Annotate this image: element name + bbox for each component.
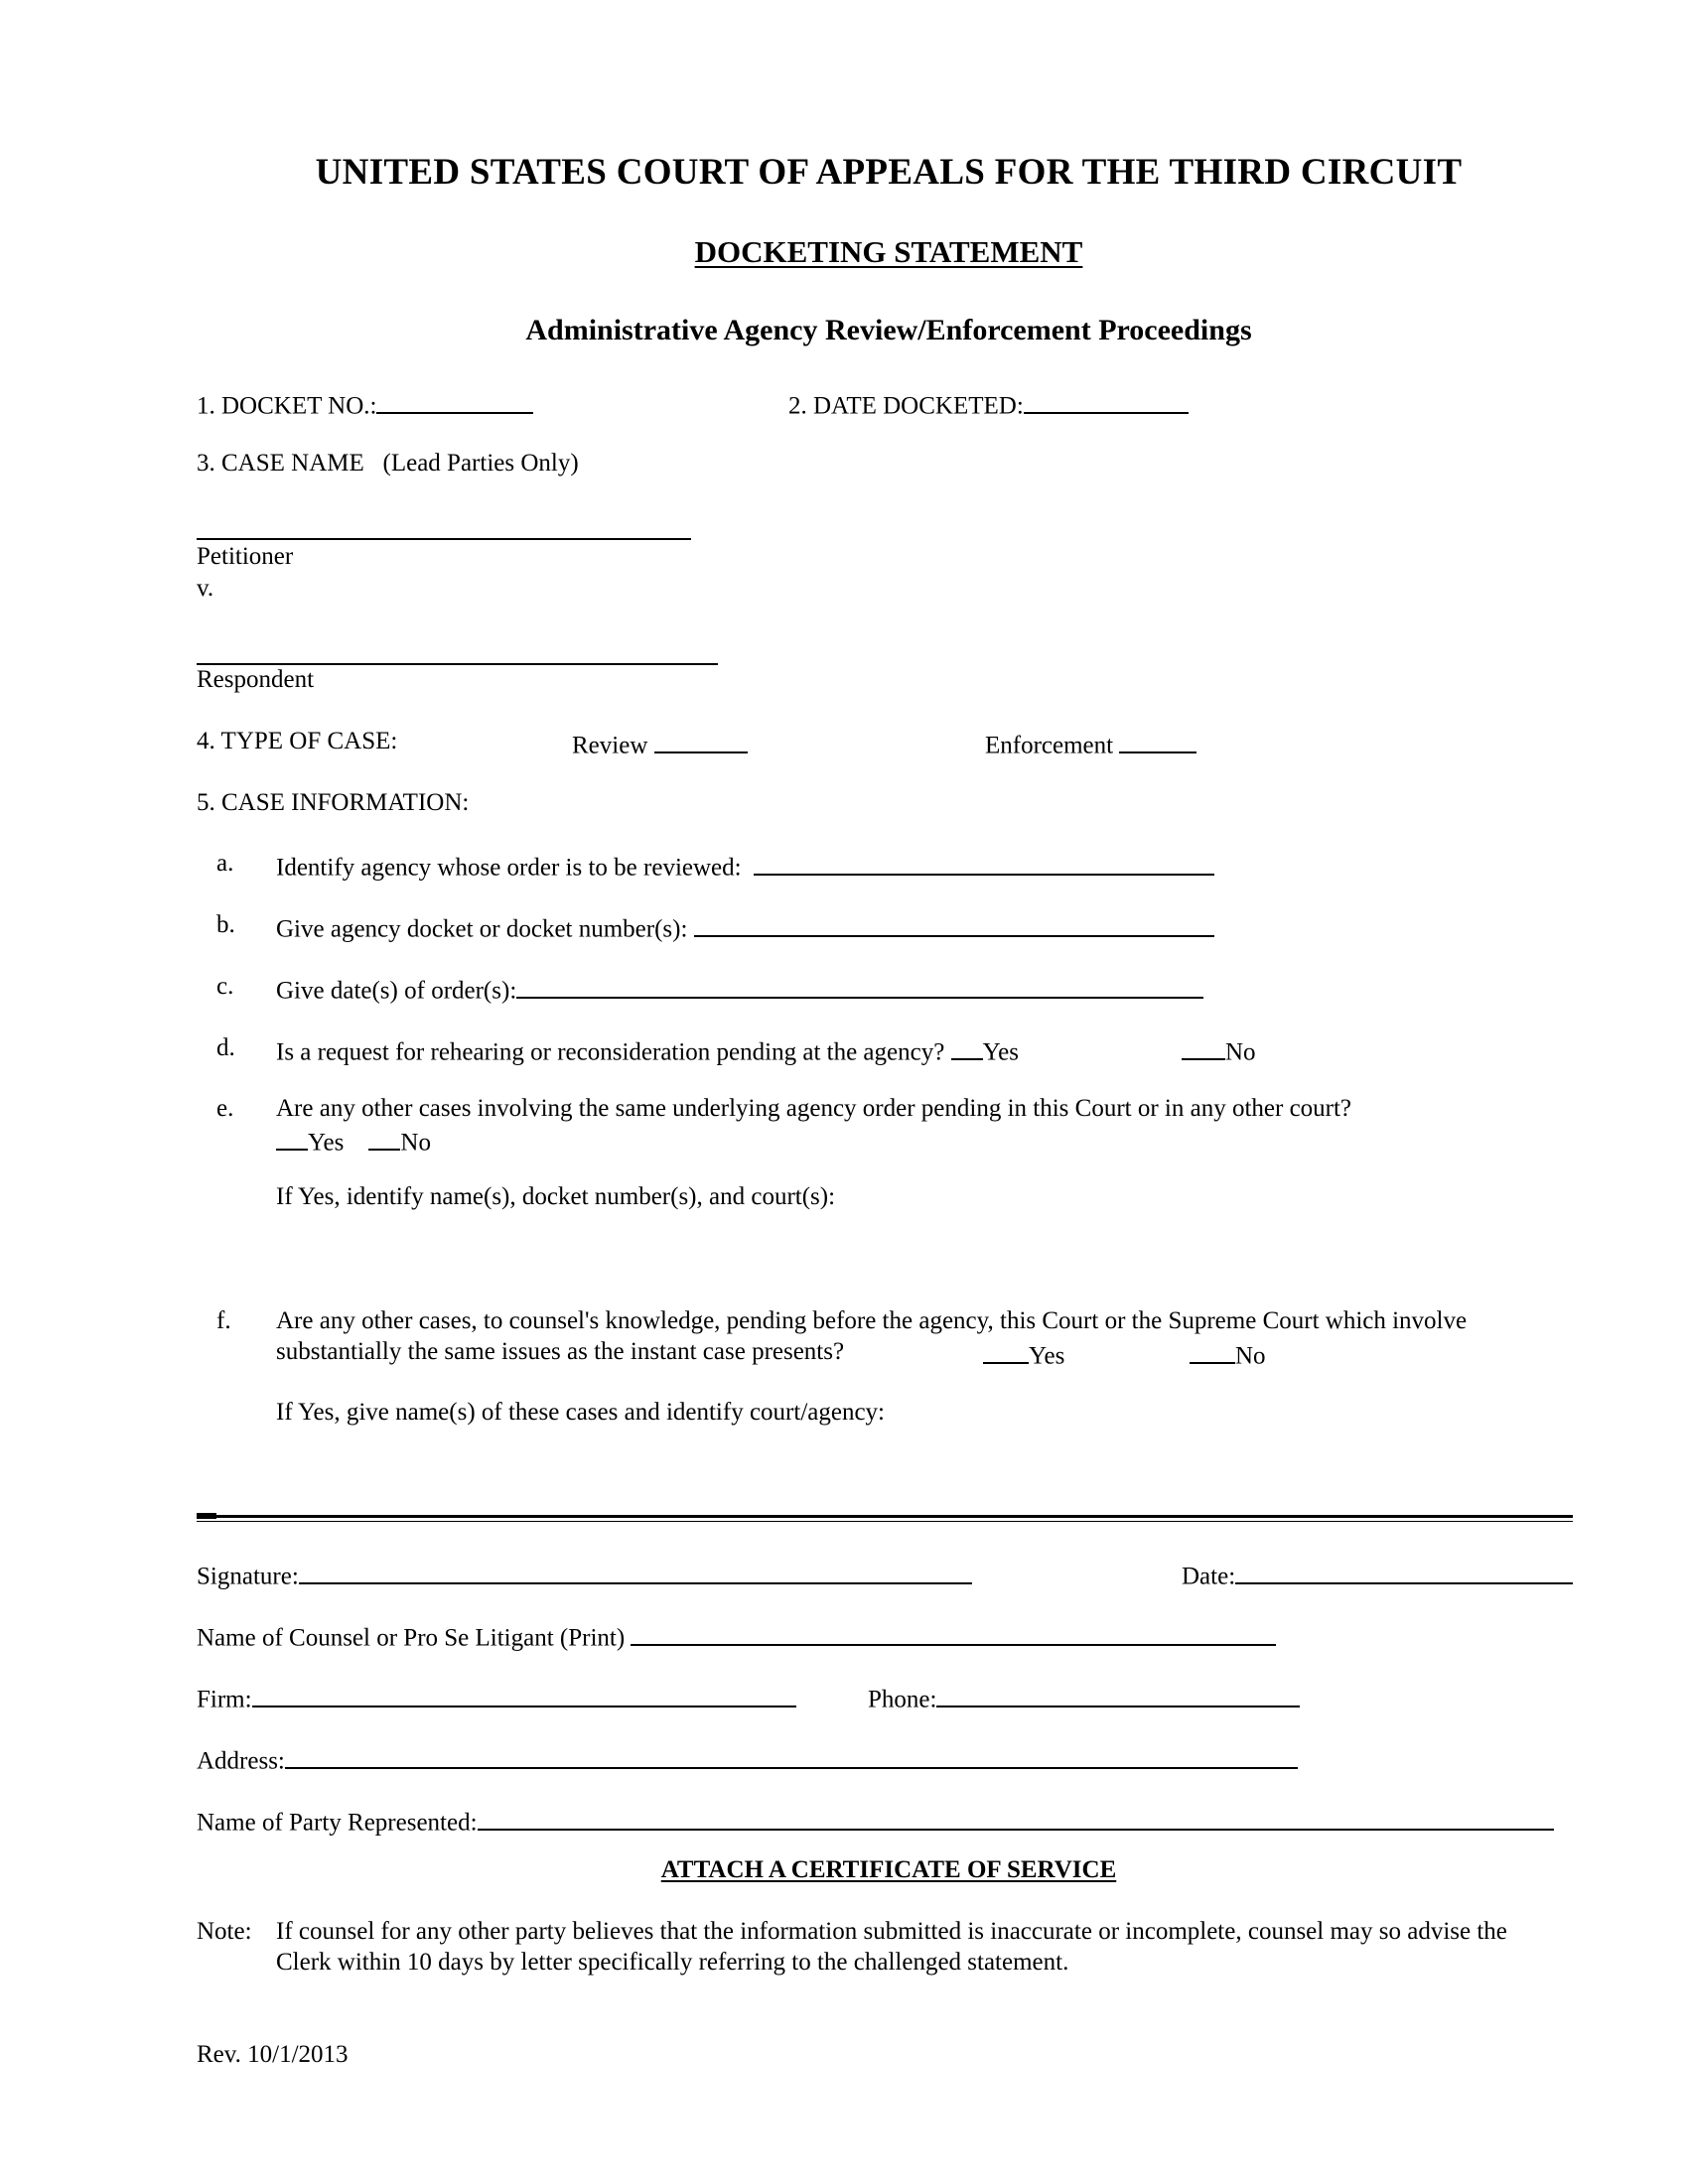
- party-represented-label: Name of Party Represented:: [197, 1809, 478, 1837]
- review-label: Review: [572, 732, 648, 759]
- item-a-text: Identify agency whose order is to be reviewed:: [276, 854, 742, 882]
- respondent-label: Respondent: [197, 666, 315, 693]
- party-represented-field[interactable]: [478, 1806, 1554, 1831]
- enforcement-blank[interactable]: [1119, 729, 1196, 753]
- date-field[interactable]: [1235, 1560, 1573, 1584]
- address-label: Address:: [197, 1747, 285, 1775]
- other-cases-no-label: No: [400, 1129, 431, 1157]
- item-b-row: [276, 912, 1214, 942]
- agency-docket-field[interactable]: [694, 912, 1214, 937]
- rehearing-no-option: [1182, 1035, 1256, 1065]
- petitioner-label: Petitioner: [197, 543, 294, 570]
- petitioner-field[interactable]: [197, 520, 691, 540]
- item-b-letter: b.: [216, 911, 235, 938]
- counsel-name-row: [197, 1621, 1276, 1651]
- note-label: Note:: [197, 1918, 252, 1945]
- versus-label: v.: [197, 575, 214, 602]
- date-label: Date:: [1182, 1563, 1236, 1590]
- party-represented-row: [197, 1806, 1554, 1836]
- signature-label: Signature:: [197, 1563, 299, 1590]
- item-c-row: [276, 974, 1203, 1004]
- item-d-row: [276, 1035, 1019, 1065]
- signature-field[interactable]: [299, 1560, 972, 1584]
- item-c-letter: c.: [216, 973, 234, 1000]
- date-row: [1182, 1560, 1573, 1589]
- item-e-followup: If Yes, identify name(s), docket number(s), and court(s):: [276, 1183, 836, 1210]
- counsel-name-label: Name of Counsel or Pro Se Litigant (Print): [197, 1624, 626, 1652]
- form-subtitle: Administrative Agency Review/Enforcement Proceedings: [525, 314, 1252, 346]
- similar-cases-yes-option: [983, 1339, 1064, 1369]
- item-a-row: [276, 851, 1214, 881]
- certificate-of-service-notice: ATTACH A CERTIFICATE OF SERVICE: [660, 1856, 1117, 1883]
- enforcement-option: [985, 729, 1196, 758]
- similar-cases-yes-blank[interactable]: [983, 1339, 1029, 1364]
- item-b-text: Give agency docket or docket number(s):: [276, 915, 688, 943]
- rehearing-no-blank[interactable]: [1182, 1035, 1225, 1060]
- case-information-label: 5. CASE INFORMATION:: [197, 789, 470, 816]
- rehearing-no-label: No: [1225, 1038, 1256, 1066]
- separator-rule-top: [197, 1515, 1573, 1518]
- rehearing-yes-blank[interactable]: [951, 1035, 983, 1060]
- item-f-text-line2: substantially the same issues as the instant case presents?: [276, 1338, 845, 1365]
- item-f-text-line1: Are any other cases, to counsel's knowledge, pending before the agency, this Court or the Supreme Court which involve: [276, 1307, 1468, 1334]
- item-c-text: Give date(s) of order(s):: [276, 977, 517, 1005]
- firm-row: [197, 1683, 796, 1712]
- similar-cases-yes-label: Yes: [1029, 1342, 1065, 1370]
- agency-field[interactable]: [754, 851, 1214, 876]
- type-of-case-label: 4. TYPE OF CASE:: [197, 728, 398, 754]
- docket-no-field[interactable]: [376, 389, 533, 414]
- counsel-name-field[interactable]: [631, 1621, 1276, 1646]
- enforcement-label: Enforcement: [985, 732, 1114, 759]
- docket-no-row: [197, 389, 533, 419]
- case-name-note: (Lead Parties Only): [382, 450, 579, 477]
- similar-cases-no-blank[interactable]: [1190, 1339, 1235, 1364]
- address-field[interactable]: [285, 1744, 1298, 1769]
- review-option: [572, 729, 748, 758]
- phone-field[interactable]: [936, 1683, 1300, 1707]
- revision-date: Rev. 10/1/2013: [197, 2041, 349, 2068]
- phone-row: [868, 1683, 1300, 1712]
- rehearing-yes-label: Yes: [982, 1038, 1019, 1066]
- similar-cases-no-option: [1190, 1339, 1266, 1369]
- other-cases-yes-blank[interactable]: [276, 1126, 308, 1151]
- court-title: UNITED STATES COURT OF APPEALS FOR THE THIRD CIRCUIT: [315, 152, 1463, 193]
- docket-no-label: 1. DOCKET NO.:: [197, 392, 377, 420]
- other-cases-no-blank[interactable]: [368, 1126, 400, 1151]
- separator-rule-mark: [197, 1513, 216, 1519]
- phone-label: Phone:: [868, 1686, 937, 1713]
- note-line2: Clerk within 10 days by letter specifically referring to the challenged statement.: [276, 1949, 1069, 1976]
- order-date-field[interactable]: [516, 974, 1203, 999]
- case-name-row: [197, 451, 579, 476]
- item-e-options: [276, 1126, 431, 1156]
- date-docketed-label: 2. DATE DOCKETED:: [788, 392, 1024, 420]
- item-e-letter: e.: [216, 1095, 234, 1122]
- respondent-field[interactable]: [197, 645, 718, 665]
- date-docketed-row: [788, 389, 1189, 419]
- item-a-letter: a.: [216, 850, 234, 877]
- firm-label: Firm:: [197, 1686, 252, 1713]
- similar-cases-no-label: No: [1235, 1342, 1266, 1370]
- form-title: DOCKETING STATEMENT: [694, 234, 1083, 269]
- item-d-text: Is a request for rehearing or reconsideration pending at the agency?: [276, 1038, 945, 1066]
- item-f-followup: If Yes, give name(s) of these cases and identify court/agency:: [276, 1399, 886, 1426]
- item-f-letter: f.: [216, 1307, 231, 1334]
- item-d-letter: d.: [216, 1034, 235, 1061]
- item-e-text: Are any other cases involving the same underlying agency order pending in this Court or in any other court?: [276, 1095, 1352, 1122]
- address-row: [197, 1744, 1298, 1774]
- date-docketed-field[interactable]: [1024, 389, 1189, 414]
- review-blank[interactable]: [654, 729, 748, 753]
- firm-field[interactable]: [252, 1683, 796, 1707]
- signature-row: [197, 1560, 972, 1589]
- separator-rule-bottom: [197, 1521, 1573, 1522]
- other-cases-yes-label: Yes: [308, 1129, 345, 1157]
- note-line1: If counsel for any other party believes that the information submitted is inaccurate or incomplete, counsel may so advise the: [276, 1918, 1507, 1945]
- case-name-label: 3. CASE NAME: [197, 450, 364, 477]
